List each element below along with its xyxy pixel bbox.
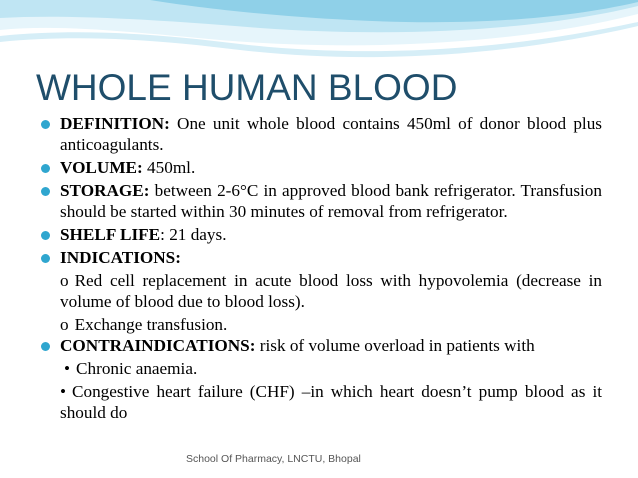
slide-title: WHOLE HUMAN BLOOD	[36, 67, 458, 108]
slide-footer: School Of Pharmacy, LNCTU, Bhopal	[186, 453, 361, 465]
indications-label: INDICATIONS:	[60, 248, 181, 267]
bullet-contraindications	[40, 335, 602, 356]
contraindications-label: CONTRAINDICATIONS:	[60, 336, 256, 355]
contraindications-text: risk of volume overload in patients with	[255, 336, 535, 355]
definition-text: One unit whole blood contains 450ml of donor blood plus anticoagulants.	[60, 114, 602, 154]
contraindication-item	[40, 358, 602, 379]
shelf-life-label: SHELF LIFE	[60, 225, 161, 244]
bullet-dot-icon	[41, 164, 50, 173]
bullet-shelf-life	[40, 224, 602, 245]
indication-marker: o	[60, 271, 69, 290]
bullet-dot-icon	[41, 254, 50, 263]
bullet-dot-icon	[41, 342, 50, 351]
contraindication-item	[40, 381, 602, 423]
bullet-definition	[40, 113, 602, 155]
contraindication-text: Chronic anaemia.	[76, 359, 198, 378]
bullet-dot-icon	[41, 231, 50, 240]
slide-content	[40, 113, 602, 423]
indication-text: Red cell replacement in acute blood loss with hypovolemia (decrease in volume of blood due to blood loss).	[60, 271, 602, 311]
indication-text: Exchange transfusion.	[74, 315, 228, 334]
storage-text: between 2-6°C in approved blood bank refrigerator. Transfusion should be started within 30 minutes of removal from refrigerator.	[60, 181, 602, 221]
indication-item	[40, 314, 602, 335]
bullet-storage	[40, 180, 602, 222]
contraindication-text: Congestive heart failure (CHF) –in which heart doesn’t pump blood as it should do	[60, 382, 602, 422]
indication-item	[40, 270, 602, 312]
contraindication-marker: •	[64, 359, 71, 378]
bullet-volume	[40, 157, 602, 178]
definition-label: DEFINITION:	[60, 114, 170, 133]
shelf-life-text: : 21 days.	[160, 225, 227, 244]
volume-label: VOLUME:	[60, 158, 143, 177]
volume-text: 450ml.	[142, 158, 196, 177]
contraindication-marker: •	[60, 382, 67, 401]
indication-marker: o	[60, 315, 69, 334]
bullet-dot-icon	[41, 187, 50, 196]
bullet-dot-icon	[41, 120, 50, 129]
bullet-indications	[40, 247, 602, 268]
storage-label: STORAGE:	[60, 181, 150, 200]
